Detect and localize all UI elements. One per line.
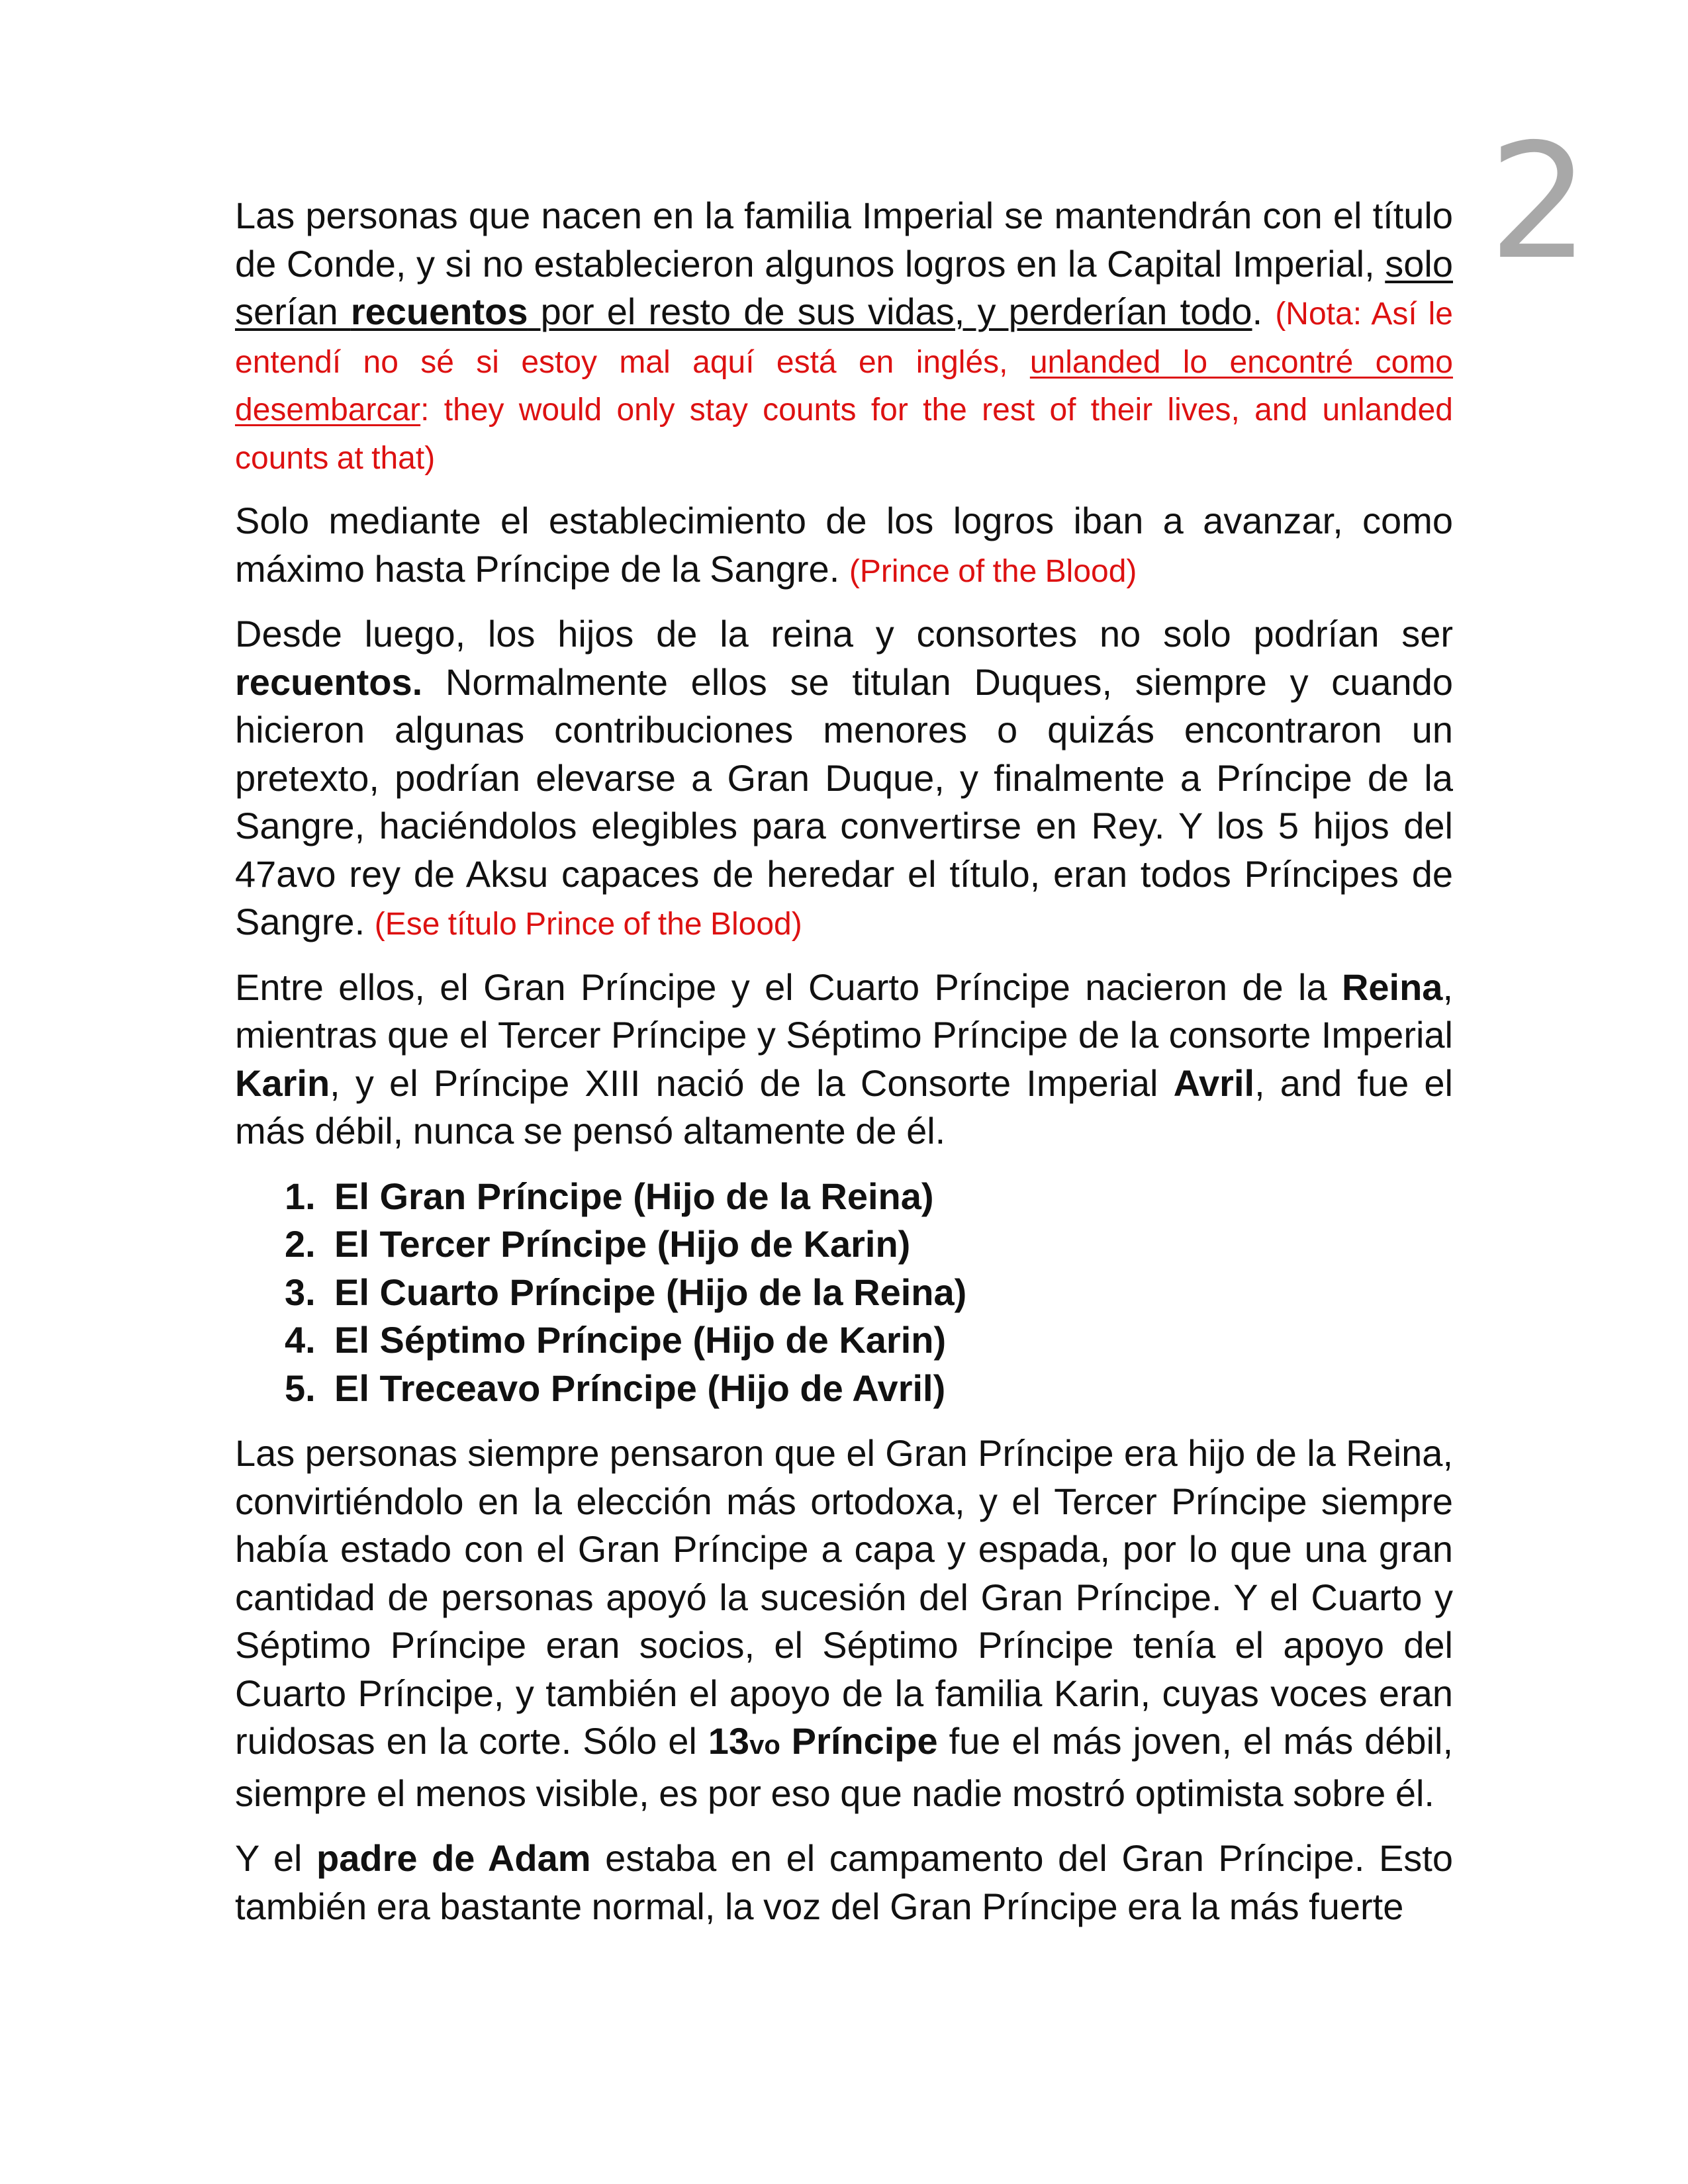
text: 13 [708, 1720, 750, 1762]
text: estaba en el campamento del Gran Príncipe. Esto también era bastante normal, la voz del Gran Príncipe era la más fuerte [235, 1837, 1453, 1927]
text: por el resto de sus vidas, y perderían todo [528, 291, 1252, 332]
paragraph-6 [235, 1835, 1453, 1931]
translator-note: (Ese título Prince of the Blood) [374, 907, 802, 942]
bold-text: Reina [1341, 966, 1443, 1008]
text: Normalmente ellos se titulan Duques, siempre y cuando hicieron algunas contribuciones menores o quizás encontraron un pretexto, podrían elevarse a Gran Duque, y finalmente a Príncipe de la Sangre, haciéndolos elegibles para convertirse en Rey. Y los 5 hijos del 47avo rey de Aksu capaces de heredar el título, eran todos Príncipes de Sangre. [235, 660, 1453, 942]
paragraph-4 [235, 964, 1453, 1156]
list-item [235, 1269, 1453, 1317]
bold-text: recuentos [350, 291, 528, 332]
note-text: (Nota: Así le entendí no sé si estoy mal aquí está en inglés, [235, 296, 1454, 380]
list-item [235, 1220, 1453, 1269]
text: , and fue el más débil, nunca se pensó altamente de él. [235, 1062, 1454, 1152]
list-text: El Treceavo Príncipe (Hijo de Avril) [334, 1367, 946, 1409]
list-item [235, 1173, 1453, 1221]
paragraph-3 [235, 610, 1453, 946]
document-body [235, 192, 1453, 1948]
list-number: 5. [285, 1367, 316, 1409]
paragraph-2 [235, 497, 1453, 593]
bold-text: recuentos. [235, 660, 423, 703]
note-underlined-text: unlanded lo encontré como desembarcar [235, 344, 1453, 428]
list-item [235, 1316, 1453, 1365]
text: Entre ellos, el Gran Príncipe y el Cuarto Príncipe nacieron de la [235, 966, 1342, 1008]
list-text: El Cuarto Príncipe (Hijo de la Reina) [334, 1271, 967, 1313]
text: Solo mediante el establecimiento de los logros iban a avanzar, como máximo hasta Príncipe de la Sangre. [235, 500, 1453, 590]
text: Las personas que nacen en la familia Imperial se mantendrán con el título de Conde, y si no establecieron algunos logros en la Capital Imperial, [235, 195, 1453, 285]
list-item [235, 1365, 1453, 1413]
text: Desde luego, los hijos de la reina y consortes no solo podrían ser [235, 613, 1453, 655]
list-number: 1. [285, 1175, 316, 1217]
list-text: El Tercer Príncipe (Hijo de Karin) [334, 1223, 911, 1265]
bold-text [708, 1720, 938, 1762]
text: Príncipe [780, 1720, 938, 1762]
bold-text: padre de Adam [316, 1837, 591, 1879]
paragraph-5 [235, 1430, 1453, 1817]
ordinal-suffix: vo [749, 1731, 780, 1760]
princes-list [235, 1173, 1453, 1413]
list-text: El Gran Príncipe (Hijo de la Reina) [334, 1175, 934, 1217]
text: Las personas siempre pensaron que el Gran Príncipe era hijo de la Reina, convirtiéndolo en la elección más ortodoxa, y el Tercer Príncipe siempre había estado con el Gran Príncipe a capa y espada, por lo que una gran cantidad de personas apoyó la sucesión del Gran Príncipe. Y el Cuarto y Séptimo Príncipe eran socios, el Séptimo Príncipe tenía el apoyo del Cuarto Príncipe, y también el apoyo de la familia Karin, cuyas voces eran ruidosas en la corte. Sólo el [235, 1432, 1453, 1762]
text: , y el Príncipe XIII nació de la Consorte Imperial [330, 1062, 1174, 1104]
text: Y el [235, 1837, 317, 1879]
text: . [1252, 291, 1276, 332]
text: solo serían [235, 242, 1453, 332]
list-number: 3. [285, 1271, 316, 1313]
paragraph-1 [235, 192, 1453, 480]
list-number: 2. [285, 1223, 316, 1265]
list-number: 4. [285, 1319, 316, 1361]
text: fue el más joven, el más débil, siempre el menos visible, es por eso que nadie mostró optimista sobre él. [235, 1720, 1453, 1814]
page-number: 2 [1488, 109, 1590, 295]
bold-text: Avril [1173, 1062, 1255, 1104]
translator-note: (Prince of the Blood) [849, 553, 1137, 589]
note-text: : they would only stay counts for the rest of their lives, and unlanded counts at that) [235, 392, 1453, 476]
bold-text: Karin [235, 1062, 330, 1104]
list-text: El Séptimo Príncipe (Hijo de Karin) [334, 1319, 947, 1361]
text: , mientras que el Tercer Príncipe y Séptimo Príncipe de la consorte Imperial [235, 966, 1453, 1056]
